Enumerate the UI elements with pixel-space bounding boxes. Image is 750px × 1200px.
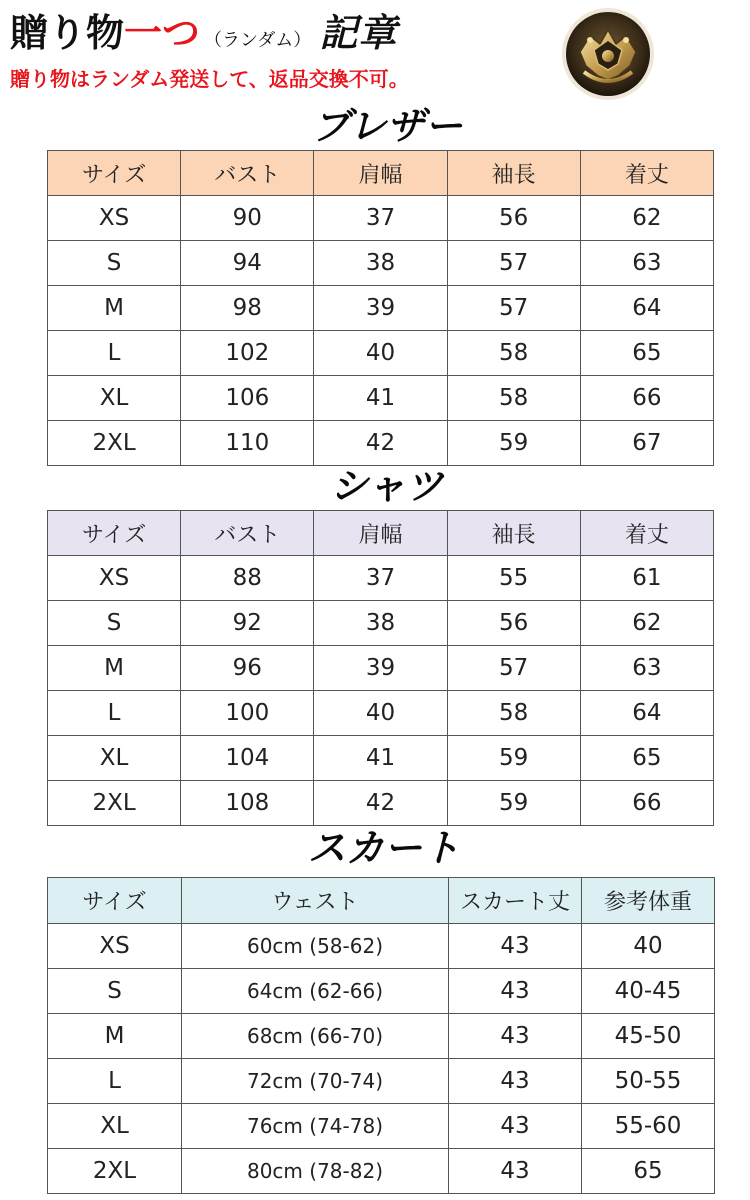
table-row xyxy=(48,196,714,241)
gift-title-count: 一つ xyxy=(124,11,201,55)
measurement-cell: 65 xyxy=(582,1149,715,1194)
measurement-cell: 57 xyxy=(447,286,580,331)
size-cell: XL xyxy=(48,736,181,781)
table-row xyxy=(48,556,714,601)
table-row xyxy=(48,421,714,466)
measurement-cell: 58 xyxy=(447,691,580,736)
table-row xyxy=(48,1104,715,1149)
column-header: ウェスト xyxy=(182,878,449,924)
measurement-cell: 76cm (74-78) xyxy=(182,1104,449,1149)
table-row xyxy=(48,1149,715,1194)
measurement-cell: 57 xyxy=(447,241,580,286)
measurement-cell: 66 xyxy=(580,781,713,826)
measurement-cell: 58 xyxy=(447,331,580,376)
measurement-cell: 96 xyxy=(181,646,314,691)
shirt-size-table xyxy=(47,510,714,826)
measurement-cell: 40 xyxy=(314,331,447,376)
measurement-cell: 43 xyxy=(449,969,582,1014)
column-header: バスト xyxy=(181,511,314,556)
measurement-cell: 42 xyxy=(314,421,447,466)
measurement-cell: 64 xyxy=(580,286,713,331)
measurement-cell: 55 xyxy=(447,556,580,601)
size-cell: S xyxy=(48,241,181,286)
size-cell: M xyxy=(48,646,181,691)
table-row xyxy=(48,691,714,736)
table-row xyxy=(48,241,714,286)
column-header: バスト xyxy=(181,151,314,196)
measurement-cell: 42 xyxy=(314,781,447,826)
size-cell: L xyxy=(48,691,181,736)
table-row xyxy=(48,331,714,376)
measurement-cell: 38 xyxy=(314,601,447,646)
skirt-size-table xyxy=(47,877,715,1194)
column-header: サイズ xyxy=(48,511,181,556)
skirt-section-title: スカート xyxy=(308,826,461,870)
gift-note: 贈り物はランダム発送して、返品交換不可。 xyxy=(10,67,409,91)
measurement-cell: 110 xyxy=(181,421,314,466)
badge-emblem-image xyxy=(560,6,656,102)
measurement-cell: 37 xyxy=(314,556,447,601)
table-row xyxy=(48,646,714,691)
measurement-cell: 60cm (58-62) xyxy=(182,924,449,969)
measurement-cell: 63 xyxy=(580,646,713,691)
measurement-cell: 80cm (78-82) xyxy=(182,1149,449,1194)
shirt-section-title: シャツ xyxy=(330,464,444,508)
size-cell: M xyxy=(48,1014,182,1059)
column-header: 肩幅 xyxy=(314,151,447,196)
measurement-cell: 98 xyxy=(181,286,314,331)
measurement-cell: 68cm (66-70) xyxy=(182,1014,449,1059)
table-row xyxy=(48,924,715,969)
measurement-cell: 92 xyxy=(181,601,314,646)
gift-title-random: （ランダム） xyxy=(204,30,312,51)
measurement-cell: 41 xyxy=(314,736,447,781)
size-cell: XS xyxy=(48,196,181,241)
size-cell: 2XL xyxy=(48,1149,182,1194)
measurement-cell: 43 xyxy=(449,1149,582,1194)
measurement-cell: 55-60 xyxy=(582,1104,715,1149)
measurement-cell: 43 xyxy=(449,924,582,969)
measurement-cell: 72cm (70-74) xyxy=(182,1059,449,1104)
measurement-cell: 62 xyxy=(580,601,713,646)
measurement-cell: 65 xyxy=(580,331,713,376)
measurement-cell: 38 xyxy=(314,241,447,286)
column-header: スカート丈 xyxy=(449,878,582,924)
measurement-cell: 88 xyxy=(181,556,314,601)
size-cell: XL xyxy=(48,1104,182,1149)
column-header: 着丈 xyxy=(580,151,713,196)
column-header: サイズ xyxy=(48,878,182,924)
measurement-cell: 59 xyxy=(447,781,580,826)
table-header-row xyxy=(48,878,715,924)
measurement-cell: 56 xyxy=(447,196,580,241)
measurement-cell: 56 xyxy=(447,601,580,646)
table-row xyxy=(48,601,714,646)
blazer-section-title: ブレザー xyxy=(312,104,463,148)
measurement-cell: 106 xyxy=(181,376,314,421)
measurement-cell: 50-55 xyxy=(582,1059,715,1104)
measurement-cell: 40-45 xyxy=(582,969,715,1014)
measurement-cell: 59 xyxy=(447,421,580,466)
measurement-cell: 94 xyxy=(181,241,314,286)
measurement-cell: 57 xyxy=(447,646,580,691)
measurement-cell: 63 xyxy=(580,241,713,286)
column-header: 袖長 xyxy=(447,511,580,556)
size-cell: 2XL xyxy=(48,781,181,826)
table-row xyxy=(48,736,714,781)
gift-title-main: 贈り物 xyxy=(10,11,125,55)
table-row xyxy=(48,286,714,331)
gift-title-badge-word: 記章 xyxy=(319,11,398,55)
measurement-cell: 64cm (62-66) xyxy=(182,969,449,1014)
column-header: 参考体重 xyxy=(582,878,715,924)
measurement-cell: 65 xyxy=(580,736,713,781)
column-header: サイズ xyxy=(48,151,181,196)
column-header: 着丈 xyxy=(580,511,713,556)
measurement-cell: 67 xyxy=(580,421,713,466)
measurement-cell: 40 xyxy=(314,691,447,736)
size-cell: L xyxy=(48,331,181,376)
measurement-cell: 58 xyxy=(447,376,580,421)
gift-header xyxy=(0,0,750,110)
size-cell: XS xyxy=(48,924,182,969)
blazer-size-table xyxy=(47,150,714,466)
table-header-row xyxy=(48,511,714,556)
measurement-cell: 102 xyxy=(181,331,314,376)
measurement-cell: 59 xyxy=(447,736,580,781)
measurement-cell: 43 xyxy=(449,1104,582,1149)
size-cell: 2XL xyxy=(48,421,181,466)
size-cell: S xyxy=(48,601,181,646)
table-row xyxy=(48,1014,715,1059)
table-row xyxy=(48,969,715,1014)
measurement-cell: 40 xyxy=(582,924,715,969)
size-cell: S xyxy=(48,969,182,1014)
measurement-cell: 104 xyxy=(181,736,314,781)
measurement-cell: 45-50 xyxy=(582,1014,715,1059)
measurement-cell: 37 xyxy=(314,196,447,241)
table-header-row xyxy=(48,151,714,196)
size-cell: M xyxy=(48,286,181,331)
size-cell: XL xyxy=(48,376,181,421)
table-row xyxy=(48,781,714,826)
measurement-cell: 90 xyxy=(181,196,314,241)
column-header: 肩幅 xyxy=(314,511,447,556)
measurement-cell: 108 xyxy=(181,781,314,826)
column-header: 袖長 xyxy=(447,151,580,196)
measurement-cell: 62 xyxy=(580,196,713,241)
measurement-cell: 43 xyxy=(449,1014,582,1059)
measurement-cell: 100 xyxy=(181,691,314,736)
measurement-cell: 43 xyxy=(449,1059,582,1104)
measurement-cell: 61 xyxy=(580,556,713,601)
measurement-cell: 66 xyxy=(580,376,713,421)
size-cell: L xyxy=(48,1059,182,1104)
measurement-cell: 39 xyxy=(314,286,447,331)
measurement-cell: 64 xyxy=(580,691,713,736)
size-cell: XS xyxy=(48,556,181,601)
gift-title xyxy=(10,8,397,66)
table-row xyxy=(48,1059,715,1104)
measurement-cell: 41 xyxy=(314,376,447,421)
measurement-cell: 39 xyxy=(314,646,447,691)
table-row xyxy=(48,376,714,421)
